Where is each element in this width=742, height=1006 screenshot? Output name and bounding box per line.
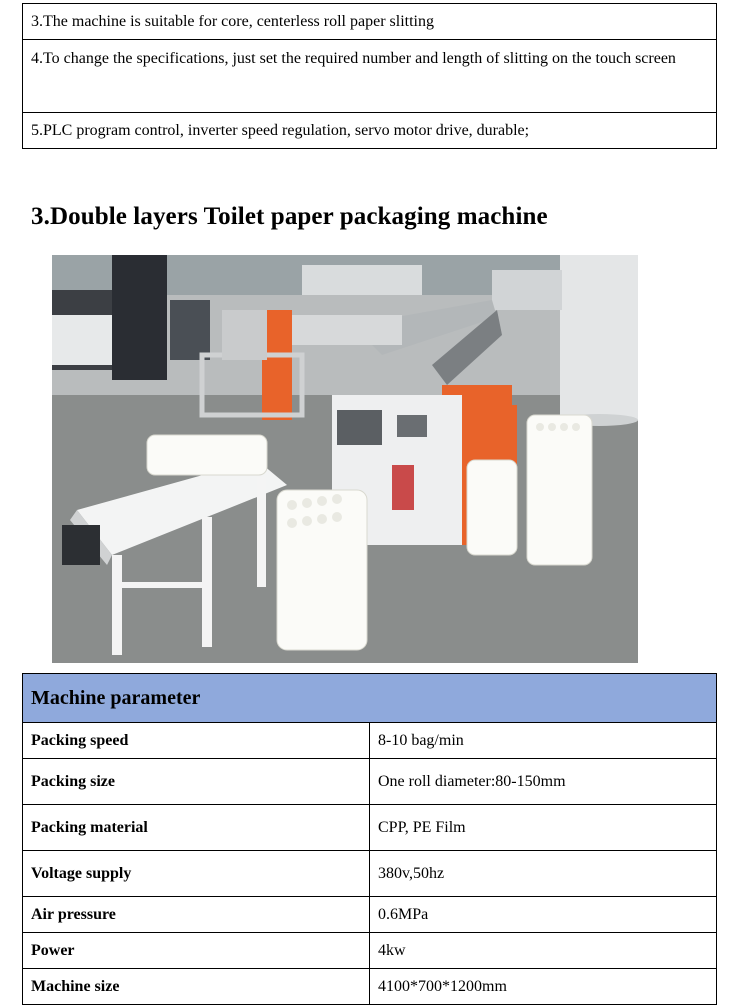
feature-row — [23, 40, 717, 113]
machine-parameter-table — [22, 673, 717, 1005]
param-value: 4kw — [370, 933, 717, 969]
param-value: 0.6MPa — [370, 897, 717, 933]
machine-photo-illustration — [52, 255, 638, 663]
table-row — [23, 805, 717, 851]
feature-row — [23, 4, 717, 40]
param-name: Packing size — [23, 759, 370, 805]
features-table — [22, 3, 717, 149]
table-row — [23, 723, 717, 759]
param-value: CPP, PE Film — [370, 805, 717, 851]
param-value: 8-10 bag/min — [370, 723, 717, 759]
section-title: 3.Double layers Toilet paper packaging machine — [31, 203, 548, 230]
param-name: Packing speed — [23, 723, 370, 759]
feature-text: 3.The machine is suitable for core, centerless roll paper slitting — [23, 4, 717, 40]
feature-text: 5.PLC program control, inverter speed regulation, servo motor drive, durable; — [23, 113, 717, 149]
feature-row — [23, 113, 717, 149]
param-name: Packing material — [23, 805, 370, 851]
machine-photo — [52, 255, 638, 663]
param-name: Power — [23, 933, 370, 969]
param-name: Voltage supply — [23, 851, 370, 897]
parameter-table-title: Machine parameter — [23, 674, 717, 723]
param-name: Machine size — [23, 969, 370, 1005]
table-row — [23, 851, 717, 897]
param-value: 4100*700*1200mm — [370, 969, 717, 1005]
table-row — [23, 933, 717, 969]
parameter-table-header — [23, 674, 717, 723]
param-value: 380v,50hz — [370, 851, 717, 897]
table-row — [23, 759, 717, 805]
feature-text: 4.To change the specifications, just set the required number and length of slitting on the touch screen — [23, 40, 717, 113]
table-row — [23, 969, 717, 1005]
param-name: Air pressure — [23, 897, 370, 933]
param-value: One roll diameter:80-150mm — [370, 759, 717, 805]
table-row — [23, 897, 717, 933]
